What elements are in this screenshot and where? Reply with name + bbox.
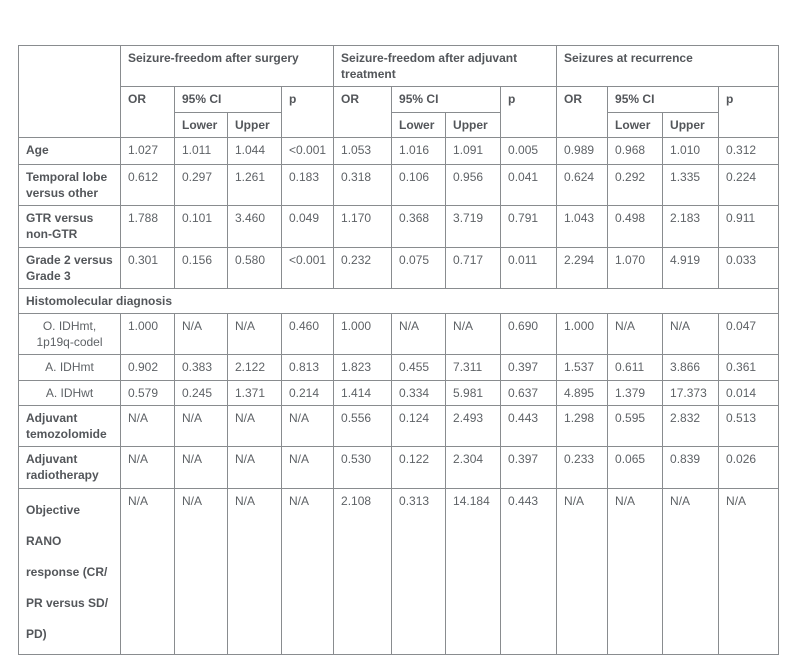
value-cell: 2.832	[663, 405, 719, 446]
value-cell: 0.556	[334, 405, 392, 446]
value-cell: 2.304	[446, 447, 501, 488]
row-label: Age	[19, 137, 121, 164]
value-cell: 0.580	[228, 247, 282, 288]
group-header-adjuvant: Seizure-freedom after adjuvant treatment	[334, 46, 557, 87]
value-cell: 0.813	[282, 355, 334, 380]
value-cell: 0.183	[282, 164, 334, 205]
corner-cell	[19, 46, 121, 138]
value-cell: 0.612	[121, 164, 175, 205]
value-cell: 0.839	[663, 447, 719, 488]
value-cell: 0.041	[501, 164, 557, 205]
value-cell: N/A	[392, 314, 446, 355]
lower-header: Lower	[608, 112, 663, 137]
value-cell: 2.108	[334, 488, 392, 654]
p-header: p	[501, 87, 557, 137]
value-cell: 0.530	[334, 447, 392, 488]
value-cell: 0.968	[608, 137, 663, 164]
value-cell: 0.214	[282, 380, 334, 405]
value-cell: 0.443	[501, 488, 557, 654]
value-cell: 0.312	[719, 137, 779, 164]
value-cell: 0.902	[121, 355, 175, 380]
value-cell: 1.011	[175, 137, 228, 164]
value-cell: 1.379	[608, 380, 663, 405]
value-cell: 0.297	[175, 164, 228, 205]
value-cell: N/A	[282, 405, 334, 446]
p-header: p	[282, 87, 334, 137]
table-body	[19, 137, 779, 654]
value-cell: N/A	[228, 314, 282, 355]
value-cell: 1.027	[121, 137, 175, 164]
value-cell: 0.611	[608, 355, 663, 380]
value-cell: N/A	[663, 314, 719, 355]
value-cell: 1.261	[228, 164, 282, 205]
value-cell: 1.000	[557, 314, 608, 355]
ci-header: 95% CI	[608, 87, 719, 112]
value-cell: 0.956	[446, 164, 501, 205]
value-cell: 0.101	[175, 206, 228, 247]
value-cell: 2.294	[557, 247, 608, 288]
value-cell: 1.016	[392, 137, 446, 164]
value-cell: N/A	[719, 488, 779, 654]
value-cell: N/A	[175, 488, 228, 654]
value-cell: 0.033	[719, 247, 779, 288]
value-cell: 3.719	[446, 206, 501, 247]
ci-header: 95% CI	[392, 87, 501, 112]
value-cell: N/A	[282, 488, 334, 654]
row-label: A. IDHwt	[19, 380, 121, 405]
value-cell: 1.335	[663, 164, 719, 205]
value-cell: 0.014	[719, 380, 779, 405]
row-label: Grade 2 versus Grade 3	[19, 247, 121, 288]
value-cell: 0.245	[175, 380, 228, 405]
value-cell: 1.053	[334, 137, 392, 164]
value-cell: N/A	[175, 447, 228, 488]
section-label: Histomolecular diagnosis	[19, 288, 779, 313]
value-cell: N/A	[663, 488, 719, 654]
value-cell: 0.637	[501, 380, 557, 405]
value-cell: 0.122	[392, 447, 446, 488]
value-cell: 1.010	[663, 137, 719, 164]
value-cell: 0.047	[719, 314, 779, 355]
value-cell: 0.368	[392, 206, 446, 247]
or-header: OR	[121, 87, 175, 137]
value-cell: 0.397	[501, 447, 557, 488]
value-cell: 0.443	[501, 405, 557, 446]
value-cell: 1.000	[121, 314, 175, 355]
value-cell: 0.498	[608, 206, 663, 247]
value-cell: <0.001	[282, 247, 334, 288]
value-cell: 0.455	[392, 355, 446, 380]
value-cell: 0.233	[557, 447, 608, 488]
value-cell: 0.397	[501, 355, 557, 380]
value-cell: 0.005	[501, 137, 557, 164]
value-cell: 0.579	[121, 380, 175, 405]
value-cell: N/A	[282, 447, 334, 488]
row-label: Adjuvant temozolomide	[19, 405, 121, 446]
value-cell: 0.049	[282, 206, 334, 247]
value-cell: N/A	[228, 488, 282, 654]
or-header: OR	[334, 87, 392, 137]
value-cell: 5.981	[446, 380, 501, 405]
value-cell: 1.070	[608, 247, 663, 288]
value-cell: 1.537	[557, 355, 608, 380]
value-cell: <0.001	[282, 137, 334, 164]
value-cell: 0.156	[175, 247, 228, 288]
value-cell: N/A	[557, 488, 608, 654]
value-cell: 2.183	[663, 206, 719, 247]
value-cell: 0.124	[392, 405, 446, 446]
value-cell: 0.026	[719, 447, 779, 488]
row-label: Adjuvant radiotherapy	[19, 447, 121, 488]
value-cell: 0.989	[557, 137, 608, 164]
value-cell: 0.717	[446, 247, 501, 288]
value-cell: 0.624	[557, 164, 608, 205]
group-header-surgery: Seizure-freedom after surgery	[121, 46, 334, 87]
or-header: OR	[557, 87, 608, 137]
value-cell: 0.224	[719, 164, 779, 205]
value-cell: N/A	[446, 314, 501, 355]
value-cell: 0.383	[175, 355, 228, 380]
value-cell: N/A	[121, 488, 175, 654]
p-header: p	[719, 87, 779, 137]
row-label: Temporal lobe versus other	[19, 164, 121, 205]
value-cell: 0.106	[392, 164, 446, 205]
value-cell: N/A	[121, 447, 175, 488]
value-cell: 0.313	[392, 488, 446, 654]
value-cell: 0.301	[121, 247, 175, 288]
value-cell: 1.371	[228, 380, 282, 405]
value-cell: 0.361	[719, 355, 779, 380]
value-cell: 7.311	[446, 355, 501, 380]
value-cell: 2.122	[228, 355, 282, 380]
group-header-recurrence: Seizures at recurrence	[557, 46, 779, 87]
value-cell: 3.866	[663, 355, 719, 380]
value-cell: N/A	[608, 488, 663, 654]
lower-header: Lower	[392, 112, 446, 137]
value-cell: 4.895	[557, 380, 608, 405]
ci-header: 95% CI	[175, 87, 282, 112]
upper-header: Upper	[663, 112, 719, 137]
value-cell: 1.043	[557, 206, 608, 247]
value-cell: 1.170	[334, 206, 392, 247]
row-label: GTR versus non-GTR	[19, 206, 121, 247]
value-cell: 1.091	[446, 137, 501, 164]
value-cell: 1.823	[334, 355, 392, 380]
row-label: O. IDHmt, 1p19q-codel	[19, 314, 121, 355]
regression-table	[18, 45, 779, 655]
value-cell: 4.919	[663, 247, 719, 288]
value-cell: N/A	[175, 405, 228, 446]
row-label: Objective RANO response (CR/ PR versus SD/ PD)	[19, 488, 121, 654]
value-cell: 1.298	[557, 405, 608, 446]
value-cell: 17.373	[663, 380, 719, 405]
value-cell: 1.414	[334, 380, 392, 405]
value-cell: 0.791	[501, 206, 557, 247]
value-cell: 0.075	[392, 247, 446, 288]
value-cell: N/A	[228, 405, 282, 446]
value-cell: 0.460	[282, 314, 334, 355]
upper-header: Upper	[228, 112, 282, 137]
value-cell: 0.232	[334, 247, 392, 288]
upper-header: Upper	[446, 112, 501, 137]
value-cell: N/A	[121, 405, 175, 446]
value-cell: 2.493	[446, 405, 501, 446]
value-cell: N/A	[175, 314, 228, 355]
value-cell: 0.513	[719, 405, 779, 446]
value-cell: 0.595	[608, 405, 663, 446]
value-cell: 0.065	[608, 447, 663, 488]
value-cell: 0.011	[501, 247, 557, 288]
value-cell: 0.911	[719, 206, 779, 247]
value-cell: 0.690	[501, 314, 557, 355]
value-cell: 1.000	[334, 314, 392, 355]
value-cell: N/A	[228, 447, 282, 488]
value-cell: 1.788	[121, 206, 175, 247]
value-cell: 0.292	[608, 164, 663, 205]
value-cell: 0.318	[334, 164, 392, 205]
value-cell: 0.334	[392, 380, 446, 405]
row-label: A. IDHmt	[19, 355, 121, 380]
value-cell: N/A	[608, 314, 663, 355]
value-cell: 1.044	[228, 137, 282, 164]
value-cell: 3.460	[228, 206, 282, 247]
value-cell: 14.184	[446, 488, 501, 654]
lower-header: Lower	[175, 112, 228, 137]
